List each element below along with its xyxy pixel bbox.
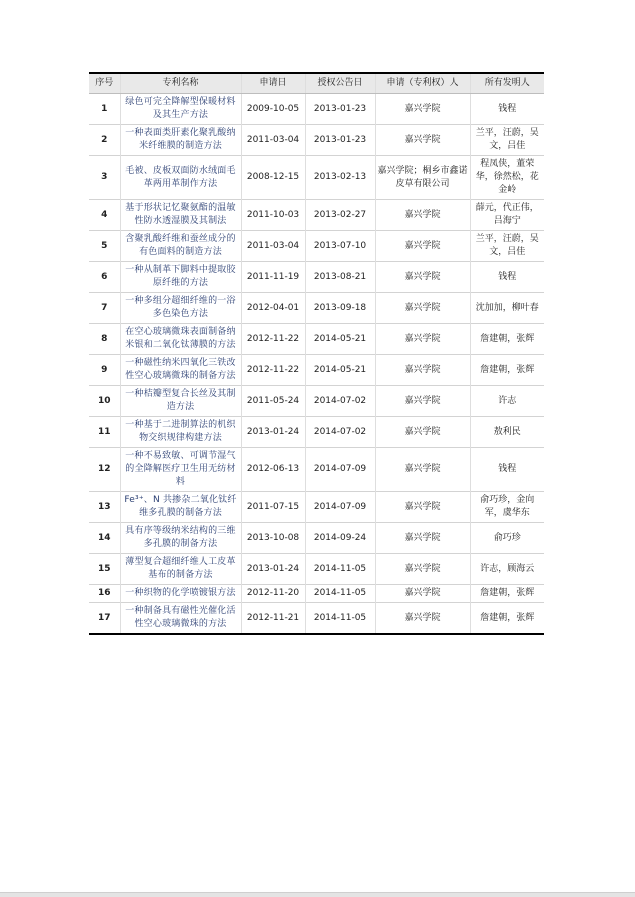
cell-inventors: 詹建朝，张辉 [470, 355, 544, 386]
cell-applicant: 嘉兴学院 [375, 523, 470, 554]
cell-applied: 2011-07-15 [241, 492, 305, 523]
cell-inventors: 钱程 [470, 262, 544, 293]
header-applied: 申请日 [241, 73, 305, 94]
cell-name: 毛被、皮板双面防水绒面毛革两用革制作方法 [120, 156, 241, 200]
cell-name: 一种表面类肝素化聚乳酸纳米纤维膜的制造方法 [120, 125, 241, 156]
cell-applied: 2012-11-22 [241, 324, 305, 355]
cell-granted: 2013-02-13 [305, 156, 375, 200]
cell-applicant: 嘉兴学院 [375, 492, 470, 523]
cell-name: 薄型复合超细纤维人工皮革基布的制备方法 [120, 554, 241, 585]
cell-seq: 13 [97, 501, 111, 512]
cell-granted: 2014-07-02 [305, 417, 375, 448]
cell-applicant: 嘉兴学院 [375, 231, 470, 262]
cell-granted: 2014-05-21 [305, 324, 375, 355]
cell-applicant: 嘉兴学院 [375, 324, 470, 355]
cell-applied: 2012-11-22 [241, 355, 305, 386]
header-seq: 序号 [89, 73, 120, 94]
table-row [89, 324, 544, 355]
cell-seq: 15 [97, 563, 111, 574]
cell-inventors: 钱程 [470, 448, 544, 492]
cell-applied: 2013-01-24 [241, 554, 305, 585]
table-row [89, 156, 544, 200]
cell-applicant: 嘉兴学院 [375, 262, 470, 293]
cell-name: 一种磁性纳米四氧化三铁改性空心玻璃微珠的制备方法 [120, 355, 241, 386]
cell-granted: 2014-07-02 [305, 386, 375, 417]
cell-applied: 2012-11-20 [241, 585, 305, 603]
cell-seq: 10 [97, 395, 111, 406]
cell-granted: 2014-07-09 [305, 448, 375, 492]
cell-granted: 2014-05-21 [305, 355, 375, 386]
cell-seq: 8 [101, 333, 108, 344]
cell-inventors: 兰平，汪蔚，吴文，吕佳 [470, 125, 544, 156]
cell-name: 一种多组分超细纤维的一浴多色染色方法 [120, 293, 241, 324]
cell-applicant: 嘉兴学院 [375, 554, 470, 585]
table-row [89, 293, 544, 324]
cell-seq: 17 [97, 612, 111, 623]
cell-granted: 2014-11-05 [305, 603, 375, 635]
cell-seq: 5 [101, 240, 108, 251]
cell-applicant: 嘉兴学院 [375, 94, 470, 125]
cell-applicant: 嘉兴学院 [375, 585, 470, 603]
cell-applied: 2013-01-24 [241, 417, 305, 448]
table-row [89, 262, 544, 293]
cell-name: 一种基于二进制算法的机织物交织规律构建方法 [120, 417, 241, 448]
cell-seq: 3 [101, 172, 108, 182]
cell-inventors: 许志，顾海云 [470, 554, 544, 585]
page-bottom-edge [0, 892, 635, 897]
cell-applied: 2008-12-15 [241, 156, 305, 200]
cell-inventors: 俞巧珍，金向军，虞华东 [470, 492, 544, 523]
cell-inventors: 俞巧珍 [470, 523, 544, 554]
cell-applicant: 嘉兴学院 [375, 200, 470, 231]
cell-seq: 11 [97, 426, 111, 437]
cell-applicant: 嘉兴学院 [375, 448, 470, 492]
cell-seq: 6 [101, 271, 108, 282]
cell-seq: 14 [97, 532, 111, 543]
table-row [89, 386, 544, 417]
cell-inventors: 詹建朝，张辉 [470, 603, 544, 635]
cell-inventors: 詹建朝，张辉 [470, 324, 544, 355]
cell-applied: 2011-05-24 [241, 386, 305, 417]
table-row [89, 554, 544, 585]
cell-inventors: 许志 [470, 386, 544, 417]
cell-inventors: 薛元，代正伟，吕海宁 [470, 200, 544, 231]
cell-granted: 2013-01-23 [305, 125, 375, 156]
cell-applied: 2012-04-01 [241, 293, 305, 324]
cell-granted: 2013-07-10 [305, 231, 375, 262]
cell-name: 一种不易致敏、可调节湿气的全降解医疗卫生用无纺材料 [120, 448, 241, 492]
cell-applied: 2011-10-03 [241, 200, 305, 231]
cell-inventors: 詹建朝，张辉 [470, 585, 544, 603]
cell-applied: 2009-10-05 [241, 94, 305, 125]
table-row [89, 200, 544, 231]
table-header [89, 73, 544, 94]
cell-name: 绿色可完全降解型保暖材料及其生产方法 [120, 94, 241, 125]
header-granted: 授权公告日 [305, 73, 375, 94]
cell-name: 一种桔瓣型复合长丝及其制造方法 [120, 386, 241, 417]
cell-inventors: 钱程 [470, 94, 544, 125]
cell-name: 具有序等级纳米结构的三维多孔膜的制备方法 [120, 523, 241, 554]
header-inventors: 所有发明人 [470, 73, 544, 94]
cell-granted: 2014-07-09 [305, 492, 375, 523]
cell-inventors: 敖利民 [470, 417, 544, 448]
cell-seq: 7 [101, 302, 108, 313]
cell-inventors: 兰平，汪蔚，吴文，吕佳 [470, 231, 544, 262]
table-body [89, 94, 544, 635]
table-row [89, 231, 544, 262]
table-row [89, 94, 544, 125]
cell-granted: 2013-09-18 [305, 293, 375, 324]
cell-applied: 2012-06-13 [241, 448, 305, 492]
table-row [89, 417, 544, 448]
table-row [89, 523, 544, 554]
cell-name: 在空心玻璃微珠表面制备纳米银和二氧化钛薄膜的方法 [120, 324, 241, 355]
table-row [89, 125, 544, 156]
cell-name: 基于形状记忆聚氨酯的温敏性防水透湿膜及其制法 [120, 200, 241, 231]
cell-name: 含聚乳酸纤维和蚕丝成分的有色面料的制造方法 [120, 231, 241, 262]
cell-inventors: 程凤侠，董荣华，徐然松，花金岭 [470, 156, 544, 200]
cell-applied: 2013-10-08 [241, 523, 305, 554]
header-applicant: 申请（专利权）人 [375, 73, 470, 94]
cell-applied: 2012-11-21 [241, 603, 305, 635]
cell-seq: 2 [101, 134, 108, 145]
table-row [89, 603, 544, 635]
cell-applicant: 嘉兴学院 [375, 386, 470, 417]
table-row [89, 585, 544, 603]
cell-inventors: 沈加加，柳叶春 [470, 293, 544, 324]
cell-applied: 2011-03-04 [241, 125, 305, 156]
cell-granted: 2014-09-24 [305, 523, 375, 554]
cell-seq: 1 [101, 103, 108, 114]
table-row [89, 355, 544, 386]
header-name: 专利名称 [120, 73, 241, 94]
table-row [89, 492, 544, 523]
cell-granted: 2013-08-21 [305, 262, 375, 293]
cell-seq: 12 [97, 464, 111, 474]
cell-seq: 9 [101, 364, 108, 375]
patent-table [89, 72, 544, 635]
cell-granted: 2013-02-27 [305, 200, 375, 231]
cell-applicant: 嘉兴学院 [375, 417, 470, 448]
header-row [89, 73, 544, 94]
cell-seq: 4 [101, 209, 108, 220]
cell-name: 一种从制革下脚料中提取胶原纤维的方法 [120, 262, 241, 293]
cell-applied: 2011-03-04 [241, 231, 305, 262]
cell-granted: 2013-01-23 [305, 94, 375, 125]
cell-applicant: 嘉兴学院 [375, 293, 470, 324]
cell-applicant: 嘉兴学院；桐乡市鑫诺皮草有限公司 [375, 156, 470, 200]
cell-granted: 2014-11-05 [305, 554, 375, 585]
cell-seq: 16 [97, 588, 111, 598]
cell-applicant: 嘉兴学院 [375, 603, 470, 635]
cell-applicant: 嘉兴学院 [375, 125, 470, 156]
cell-name: 一种制备具有磁性光催化活性空心玻璃微珠的方法 [120, 603, 241, 635]
cell-name: 一种织物的化学喷镀银方法 [120, 585, 241, 603]
cell-name: Fe³⁺、N 共掺杂二氧化钛纤维多孔膜的制备方法 [120, 492, 241, 523]
table-row [89, 448, 544, 492]
cell-applied: 2011-11-19 [241, 262, 305, 293]
cell-granted: 2014-11-05 [305, 585, 375, 603]
cell-applicant: 嘉兴学院 [375, 355, 470, 386]
